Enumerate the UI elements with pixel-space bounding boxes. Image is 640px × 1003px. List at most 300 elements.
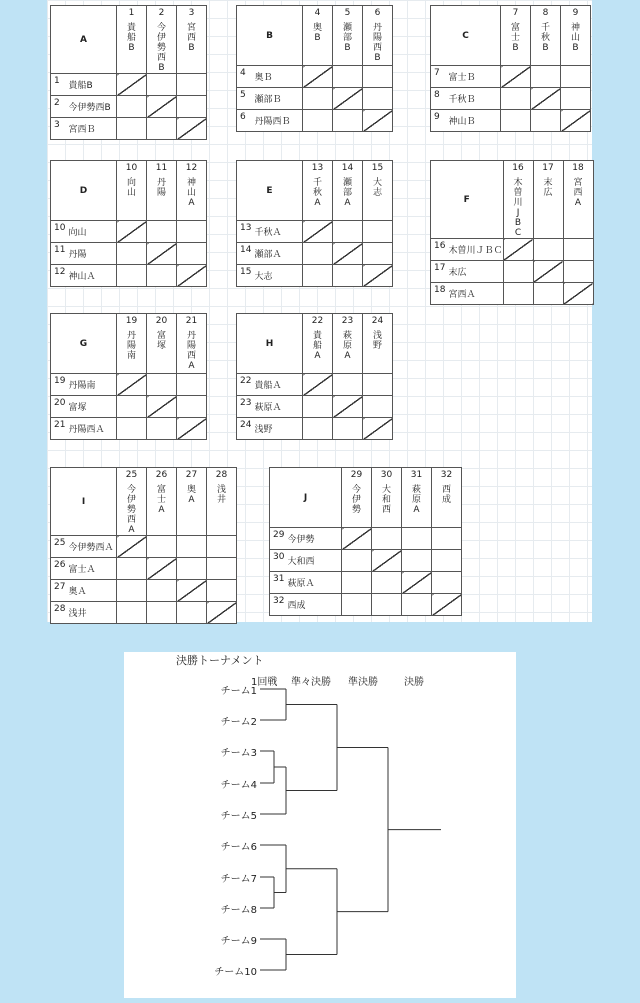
- column-team-number: 20: [155, 316, 168, 326]
- column-header: [432, 468, 462, 528]
- row-team-name: 富士Ａ: [69, 558, 117, 580]
- league-table-b: [236, 5, 393, 132]
- column-team-name: 宮 西 A: [573, 178, 583, 208]
- result-cell: [342, 572, 372, 594]
- column-header: [117, 6, 147, 74]
- column-header: [503, 161, 533, 239]
- column-header: [117, 161, 147, 221]
- result-cell: [147, 374, 177, 396]
- result-cell: [177, 558, 207, 580]
- league-table-c: [430, 5, 591, 132]
- self-match-cell: [531, 88, 561, 110]
- self-match-cell: [561, 110, 591, 132]
- bracket-lines: [124, 652, 516, 998]
- result-cell: [402, 550, 432, 572]
- bracket-title: 決勝トーナメント: [176, 654, 264, 667]
- result-cell: [303, 110, 333, 132]
- column-header: [333, 6, 363, 66]
- column-team-number: 3: [188, 8, 195, 18]
- row-team-number: 18: [431, 283, 449, 305]
- result-cell: [501, 110, 531, 132]
- row-team-name: 今伊勢: [288, 528, 342, 550]
- bracket-team-label: チーム9: [220, 936, 257, 947]
- result-cell: [147, 536, 177, 558]
- column-team-name: 瀬 部 A: [342, 178, 352, 208]
- column-team-name: 大 和 西: [381, 485, 391, 515]
- column-team-name: 萩 原 A: [342, 331, 352, 361]
- table-row: [51, 243, 207, 265]
- result-cell: [303, 243, 333, 265]
- table-row: [431, 239, 594, 261]
- group-label: B: [237, 6, 303, 66]
- result-cell: [503, 261, 533, 283]
- column-header: [402, 468, 432, 528]
- column-header: [117, 468, 147, 536]
- row-team-number: 1: [51, 74, 69, 96]
- self-match-cell: [117, 536, 147, 558]
- column-team-name: 今 伊 勢: [351, 485, 361, 515]
- result-cell: [117, 118, 147, 140]
- row-team-name: 宮西Ｂ: [69, 118, 117, 140]
- row-team-number: 22: [237, 374, 255, 396]
- column-team-number: 14: [341, 163, 354, 173]
- table-row: [51, 418, 207, 440]
- result-cell: [432, 550, 462, 572]
- row-team-number: 31: [270, 572, 288, 594]
- league-table-f: [430, 160, 594, 305]
- result-cell: [147, 580, 177, 602]
- row-team-number: 2: [51, 96, 69, 118]
- group-label: A: [51, 6, 117, 74]
- bracket-team-label: チーム2: [220, 717, 257, 728]
- row-team-name: 瀬部Ａ: [255, 243, 303, 265]
- row-team-name: 萩原Ａ: [288, 572, 342, 594]
- row-team-name: 千秋Ａ: [255, 221, 303, 243]
- result-cell: [342, 594, 372, 616]
- row-team-number: 6: [237, 110, 255, 132]
- table-row: [431, 66, 591, 88]
- row-team-number: 7: [431, 66, 449, 88]
- group-label: C: [431, 6, 501, 66]
- table-row: [51, 536, 237, 558]
- column-team-number: 22: [311, 316, 324, 326]
- column-team-name: 奥 B: [312, 23, 322, 43]
- self-match-cell: [342, 528, 372, 550]
- column-team-number: 1: [128, 8, 135, 18]
- table-row: [431, 283, 594, 305]
- self-match-cell: [177, 265, 207, 287]
- column-team-number: 2: [158, 8, 165, 18]
- column-header: [333, 161, 363, 221]
- column-team-number: 18: [572, 163, 584, 173]
- column-team-number: 10: [125, 163, 138, 173]
- table-row: [51, 602, 237, 624]
- column-team-name: 木 曽 川 J B C: [513, 178, 523, 238]
- self-match-cell: [503, 239, 533, 261]
- column-header: [363, 6, 393, 66]
- column-header: [177, 314, 207, 374]
- column-header: [363, 161, 393, 221]
- result-cell: [342, 550, 372, 572]
- column-team-name: 今 伊 勢 西 A: [126, 485, 136, 535]
- self-match-cell: [363, 418, 393, 440]
- self-match-cell: [432, 594, 462, 616]
- result-cell: [147, 74, 177, 96]
- result-cell: [177, 243, 207, 265]
- result-cell: [372, 594, 402, 616]
- result-cell: [117, 558, 147, 580]
- self-match-cell: [333, 88, 363, 110]
- row-team-name: 向山: [69, 221, 117, 243]
- table-row: [51, 96, 207, 118]
- column-team-name: 萩 原 A: [411, 485, 421, 515]
- row-team-number: 15: [237, 265, 255, 287]
- row-team-number: 12: [51, 265, 69, 287]
- row-team-name: 千秋Ｂ: [449, 88, 501, 110]
- column-team-name: 西 成: [441, 485, 451, 505]
- column-team-name: 富 士 B: [510, 23, 520, 53]
- self-match-cell: [117, 374, 147, 396]
- column-team-number: 31: [410, 470, 423, 480]
- result-cell: [563, 239, 593, 261]
- self-match-cell: [333, 243, 363, 265]
- table-row: [237, 265, 393, 287]
- column-team-name: 浅 野: [372, 331, 382, 351]
- row-team-number: 4: [237, 66, 255, 88]
- row-team-number: 30: [270, 550, 288, 572]
- row-team-name: 大和西: [288, 550, 342, 572]
- result-cell: [531, 66, 561, 88]
- result-cell: [147, 418, 177, 440]
- result-cell: [303, 396, 333, 418]
- self-match-cell: [303, 66, 333, 88]
- column-header: [303, 314, 333, 374]
- self-match-cell: [372, 550, 402, 572]
- table-row: [51, 118, 207, 140]
- column-team-number: 25: [125, 470, 138, 480]
- result-cell: [561, 88, 591, 110]
- self-match-cell: [177, 118, 207, 140]
- table-row: [51, 265, 207, 287]
- result-cell: [117, 265, 147, 287]
- self-match-cell: [501, 66, 531, 88]
- column-header: [147, 314, 177, 374]
- table-row: [270, 550, 462, 572]
- row-team-number: 32: [270, 594, 288, 616]
- column-header: [177, 161, 207, 221]
- league-table-d: [50, 160, 207, 287]
- group-label: I: [51, 468, 117, 536]
- row-team-name: 富塚: [69, 396, 117, 418]
- column-team-name: 丹 陽: [156, 178, 166, 198]
- row-team-name: 丹陽南: [69, 374, 117, 396]
- self-match-cell: [147, 558, 177, 580]
- bracket-team-label: チーム5: [220, 811, 257, 822]
- column-header: [563, 161, 593, 239]
- row-team-name: 瀬部Ｂ: [255, 88, 303, 110]
- self-match-cell: [147, 96, 177, 118]
- round-label-final: 決勝: [404, 677, 424, 688]
- league-table-i: [50, 467, 237, 624]
- result-cell: [117, 580, 147, 602]
- self-match-cell: [117, 221, 147, 243]
- row-team-name: 神山Ｂ: [449, 110, 501, 132]
- result-cell: [303, 88, 333, 110]
- column-team-number: 6: [374, 8, 381, 18]
- row-team-name: 丹陽: [69, 243, 117, 265]
- row-team-number: 29: [270, 528, 288, 550]
- row-team-name: 今伊勢西Ａ: [69, 536, 117, 558]
- table-row: [270, 572, 462, 594]
- self-match-cell: [363, 265, 393, 287]
- self-match-cell: [333, 396, 363, 418]
- bracket-team-label: チーム6: [220, 842, 257, 853]
- column-header: [501, 6, 531, 66]
- row-team-name: 今伊勢西B: [69, 96, 117, 118]
- result-cell: [117, 243, 147, 265]
- league-table-j: [269, 467, 462, 616]
- row-team-number: 17: [431, 261, 449, 283]
- row-team-name: 末広: [449, 261, 504, 283]
- row-team-number: 25: [51, 536, 69, 558]
- row-team-number: 11: [51, 243, 69, 265]
- column-header: [372, 468, 402, 528]
- column-header: [342, 468, 372, 528]
- column-team-number: 15: [371, 163, 384, 173]
- group-label: E: [237, 161, 303, 221]
- column-team-name: 丹 陽 南: [126, 331, 136, 361]
- group-label: J: [270, 468, 342, 528]
- result-cell: [117, 418, 147, 440]
- column-team-number: 19: [125, 316, 138, 326]
- bracket-team-label: チーム10: [214, 967, 257, 978]
- table-row: [237, 221, 393, 243]
- table-row: [51, 374, 207, 396]
- self-match-cell: [147, 396, 177, 418]
- self-match-cell: [147, 243, 177, 265]
- result-cell: [207, 580, 237, 602]
- result-cell: [363, 66, 393, 88]
- result-cell: [117, 96, 147, 118]
- row-team-name: 奥Ｂ: [255, 66, 303, 88]
- result-cell: [177, 396, 207, 418]
- row-team-number: 20: [51, 396, 69, 418]
- result-cell: [432, 572, 462, 594]
- column-team-number: 13: [311, 163, 324, 173]
- result-cell: [333, 221, 363, 243]
- self-match-cell: [563, 283, 593, 305]
- league-table-e: [236, 160, 393, 287]
- result-cell: [117, 602, 147, 624]
- column-header: [533, 161, 563, 239]
- self-match-cell: [117, 74, 147, 96]
- result-cell: [177, 602, 207, 624]
- group-label: G: [51, 314, 117, 374]
- row-team-number: 3: [51, 118, 69, 140]
- column-team-name: 神 山 A: [186, 178, 196, 208]
- column-team-name: 浅 井: [216, 485, 226, 505]
- column-team-number: 32: [440, 470, 453, 480]
- column-team-name: 大 志: [372, 178, 382, 198]
- row-team-name: 宮西Ａ: [449, 283, 504, 305]
- result-cell: [363, 374, 393, 396]
- round-label-quarterfinal: 準々決勝: [291, 677, 331, 688]
- row-team-name: 浅井: [69, 602, 117, 624]
- column-team-number: 4: [314, 8, 321, 18]
- row-team-name: 萩原Ａ: [255, 396, 303, 418]
- result-cell: [207, 558, 237, 580]
- row-team-name: 貴船Ａ: [255, 374, 303, 396]
- column-team-number: 9: [572, 8, 579, 18]
- column-team-name: 宮 西 B: [186, 23, 196, 53]
- column-team-number: 30: [380, 470, 393, 480]
- result-cell: [363, 396, 393, 418]
- table-row: [51, 74, 207, 96]
- row-team-name: 神山Ａ: [69, 265, 117, 287]
- result-cell: [147, 221, 177, 243]
- result-cell: [533, 239, 563, 261]
- column-team-number: 16: [512, 163, 524, 173]
- bracket-team-label: チーム3: [220, 748, 257, 759]
- result-cell: [503, 283, 533, 305]
- result-cell: [147, 602, 177, 624]
- result-cell: [372, 572, 402, 594]
- row-team-number: 19: [51, 374, 69, 396]
- row-team-number: 10: [51, 221, 69, 243]
- row-team-number: 13: [237, 221, 255, 243]
- result-cell: [177, 96, 207, 118]
- bracket-team-label: チーム7: [220, 874, 257, 885]
- league-table-a: [50, 5, 207, 140]
- result-cell: [333, 265, 363, 287]
- column-team-name: 神 山 B: [570, 23, 580, 53]
- column-team-name: 富 塚: [156, 331, 166, 351]
- table-row: [237, 66, 393, 88]
- result-cell: [531, 110, 561, 132]
- result-cell: [177, 221, 207, 243]
- row-team-number: 9: [431, 110, 449, 132]
- column-team-number: 24: [371, 316, 384, 326]
- row-team-name: 富士Ｂ: [449, 66, 501, 88]
- result-cell: [177, 536, 207, 558]
- table-row: [237, 88, 393, 110]
- row-team-number: 21: [51, 418, 69, 440]
- column-header: [303, 6, 333, 66]
- row-team-number: 8: [431, 88, 449, 110]
- self-match-cell: [402, 572, 432, 594]
- result-cell: [432, 528, 462, 550]
- result-cell: [563, 261, 593, 283]
- bracket-team-label: チーム8: [220, 905, 257, 916]
- result-cell: [533, 283, 563, 305]
- result-cell: [501, 88, 531, 110]
- round-label-1: 1回戦: [251, 677, 278, 688]
- row-team-number: 24: [237, 418, 255, 440]
- table-row: [51, 558, 237, 580]
- column-team-number: 17: [542, 163, 554, 173]
- row-team-number: 16: [431, 239, 449, 261]
- row-team-name: 木曽川ＪＢＣ: [449, 239, 504, 261]
- result-cell: [402, 528, 432, 550]
- column-header: [117, 314, 147, 374]
- table-row: [51, 396, 207, 418]
- column-team-name: 末 広: [543, 178, 553, 198]
- row-team-number: 23: [237, 396, 255, 418]
- row-team-name: 貴船B: [69, 74, 117, 96]
- self-match-cell: [363, 110, 393, 132]
- column-header: [177, 468, 207, 536]
- result-cell: [333, 110, 363, 132]
- column-header: [363, 314, 393, 374]
- result-cell: [207, 536, 237, 558]
- column-team-number: 26: [155, 470, 168, 480]
- tournament-bracket: [124, 652, 516, 998]
- column-team-name: 瀬 部 B: [342, 23, 352, 53]
- column-team-name: 丹 陽 西 B: [372, 23, 382, 63]
- column-team-number: 23: [341, 316, 354, 326]
- result-cell: [117, 396, 147, 418]
- bracket-team-label: チーム1: [220, 686, 257, 697]
- table-row: [237, 396, 393, 418]
- column-team-number: 11: [155, 163, 168, 173]
- row-team-number: 5: [237, 88, 255, 110]
- result-cell: [303, 265, 333, 287]
- self-match-cell: [177, 580, 207, 602]
- table-row: [51, 580, 237, 602]
- result-cell: [333, 418, 363, 440]
- result-cell: [402, 594, 432, 616]
- column-team-name: 貴 船 B: [126, 23, 136, 53]
- row-team-name: 大志: [255, 265, 303, 287]
- result-cell: [147, 118, 177, 140]
- table-row: [237, 418, 393, 440]
- row-team-number: 26: [51, 558, 69, 580]
- row-team-number: 27: [51, 580, 69, 602]
- group-label: H: [237, 314, 303, 374]
- table-row: [431, 88, 591, 110]
- result-cell: [363, 88, 393, 110]
- column-team-number: 29: [350, 470, 363, 480]
- column-team-number: 12: [185, 163, 198, 173]
- row-team-name: 奥Ａ: [69, 580, 117, 602]
- result-cell: [333, 374, 363, 396]
- column-team-name: 千 秋 B: [540, 23, 550, 53]
- self-match-cell: [207, 602, 237, 624]
- row-team-name: 丹陽西Ａ: [69, 418, 117, 440]
- column-header: [147, 161, 177, 221]
- table-row: [51, 221, 207, 243]
- result-cell: [363, 221, 393, 243]
- column-team-name: 丹 陽 西 A: [186, 331, 196, 371]
- column-team-number: 21: [185, 316, 198, 326]
- result-cell: [147, 265, 177, 287]
- round-label-semifinal: 準決勝: [348, 677, 378, 688]
- column-team-number: 27: [185, 470, 198, 480]
- self-match-cell: [303, 374, 333, 396]
- result-cell: [177, 374, 207, 396]
- row-team-name: 浅野: [255, 418, 303, 440]
- column-header: [147, 468, 177, 536]
- result-cell: [561, 66, 591, 88]
- result-cell: [333, 66, 363, 88]
- bracket-team-label: チーム4: [220, 780, 257, 791]
- table-row: [237, 243, 393, 265]
- column-header: [561, 6, 591, 66]
- row-team-number: 28: [51, 602, 69, 624]
- league-table-h: [236, 313, 393, 440]
- result-cell: [177, 74, 207, 96]
- column-team-number: 5: [344, 8, 351, 18]
